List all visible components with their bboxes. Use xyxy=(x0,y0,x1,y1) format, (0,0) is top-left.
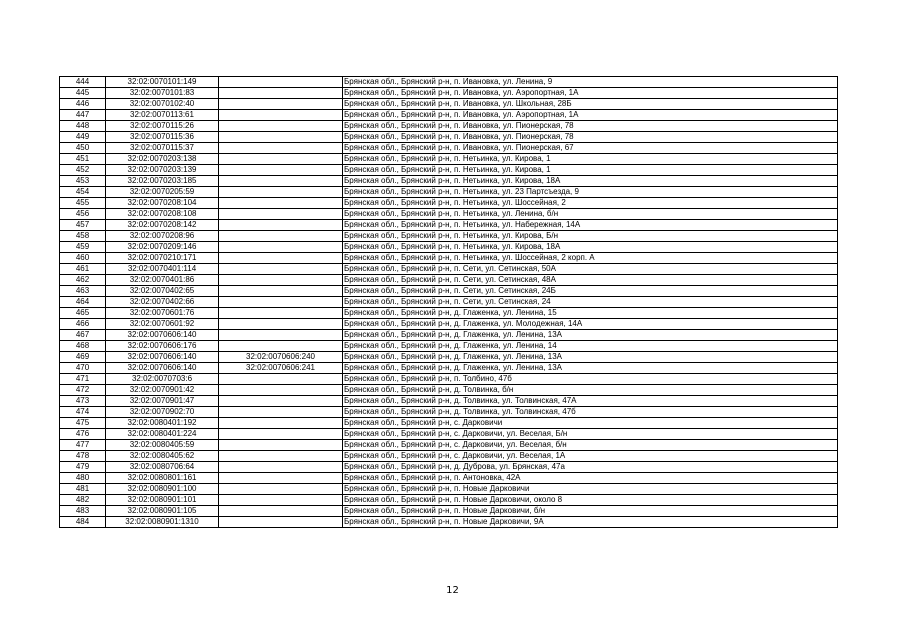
row-number-cell: 460 xyxy=(60,253,106,264)
cadastral-number-cell: 32:02:0070102:40 xyxy=(106,99,219,110)
address-cell: Брянская обл., Брянский р-н, п. Новые Дарковичи xyxy=(343,484,838,495)
secondary-cadastral-number-cell xyxy=(219,484,343,495)
secondary-cadastral-number-cell xyxy=(219,418,343,429)
address-cell: Брянская обл., Брянский р-н, п. Нетьинка, ул. 23 Партсъезда, 9 xyxy=(343,187,838,198)
row-number-cell: 466 xyxy=(60,319,106,330)
row-number-cell: 449 xyxy=(60,132,106,143)
cadastral-number-cell: 32:02:0080405:62 xyxy=(106,451,219,462)
secondary-cadastral-number-cell xyxy=(219,286,343,297)
address-cell: Брянская обл., Брянский р-н, п. Нетьинка, ул. Ленина, б/н xyxy=(343,209,838,220)
table-row xyxy=(60,176,838,187)
secondary-cadastral-number-cell xyxy=(219,462,343,473)
row-number-cell: 483 xyxy=(60,506,106,517)
secondary-cadastral-number-cell xyxy=(219,330,343,341)
table-row xyxy=(60,297,838,308)
row-number-cell: 469 xyxy=(60,352,106,363)
secondary-cadastral-number-cell xyxy=(219,264,343,275)
row-number-cell: 448 xyxy=(60,121,106,132)
cadastral-number-cell: 32:02:0070402:65 xyxy=(106,286,219,297)
cadastral-number-cell: 32:02:0070606:140 xyxy=(106,352,219,363)
row-number-cell: 479 xyxy=(60,462,106,473)
cadastral-number-cell: 32:02:0070209:146 xyxy=(106,242,219,253)
secondary-cadastral-number-cell xyxy=(219,154,343,165)
row-number-cell: 463 xyxy=(60,286,106,297)
address-cell: Брянская обл., Брянский р-н, п. Ивановка, ул. Аэропортная, 1А xyxy=(343,88,838,99)
table-row xyxy=(60,407,838,418)
table-row xyxy=(60,231,838,242)
address-cell: Брянская обл., Брянский р-н, п. Сети, ул. Сетинская, 48А xyxy=(343,275,838,286)
address-cell: Брянская обл., Брянский р-н, д. Дуброва, ул. Брянская, 47а xyxy=(343,462,838,473)
address-cell: Брянская обл., Брянский р-н, п. Нетьинка, ул. Кирова, 18А xyxy=(343,176,838,187)
cadastral-number-cell: 32:02:0070208:104 xyxy=(106,198,219,209)
table-row xyxy=(60,275,838,286)
table-row xyxy=(60,286,838,297)
address-cell: Брянская обл., Брянский р-н, п. Ивановка, ул. Пионерская, 78 xyxy=(343,121,838,132)
secondary-cadastral-number-cell xyxy=(219,242,343,253)
address-cell: Брянская обл., Брянский р-н, п. Нетьинка, ул. Кирова, 1 xyxy=(343,154,838,165)
row-number-cell: 470 xyxy=(60,363,106,374)
table-row xyxy=(60,429,838,440)
row-number-cell: 456 xyxy=(60,209,106,220)
cadastral-number-cell: 32:02:0080901:100 xyxy=(106,484,219,495)
row-number-cell: 457 xyxy=(60,220,106,231)
row-number-cell: 447 xyxy=(60,110,106,121)
table-row xyxy=(60,506,838,517)
table-row xyxy=(60,462,838,473)
cadastral-table xyxy=(59,76,838,528)
address-cell: Брянская обл., Брянский р-н, п. Нетьинка, ул. Кирова, 18А xyxy=(343,242,838,253)
cadastral-number-cell: 32:02:0080901:101 xyxy=(106,495,219,506)
address-cell: Брянская обл., Брянский р-н, п. Новые Дарковичи, 9А xyxy=(343,517,838,528)
address-cell: Брянская обл., Брянский р-н, п. Ивановка, ул. Ленина, 9 xyxy=(343,77,838,88)
cadastral-number-cell: 32:02:0080401:192 xyxy=(106,418,219,429)
row-number-cell: 467 xyxy=(60,330,106,341)
cadastral-number-cell: 32:02:0070601:76 xyxy=(106,308,219,319)
secondary-cadastral-number-cell xyxy=(219,341,343,352)
cadastral-number-cell: 32:02:0070401:114 xyxy=(106,264,219,275)
table-row xyxy=(60,363,838,374)
secondary-cadastral-number-cell xyxy=(219,187,343,198)
address-cell: Брянская обл., Брянский р-н, д. Глаженка, ул. Ленина, 15 xyxy=(343,308,838,319)
address-cell: Брянская обл., Брянский р-н, п. Нетьинка, ул. Кирова, 1 xyxy=(343,165,838,176)
table-row xyxy=(60,319,838,330)
row-number-cell: 444 xyxy=(60,77,106,88)
secondary-cadastral-number-cell xyxy=(219,231,343,242)
table-row xyxy=(60,253,838,264)
cadastral-number-cell: 32:02:0070101:83 xyxy=(106,88,219,99)
cadastral-number-cell: 32:02:0070606:176 xyxy=(106,341,219,352)
secondary-cadastral-number-cell xyxy=(219,297,343,308)
table-row xyxy=(60,88,838,99)
cadastral-number-cell: 32:02:0070601:92 xyxy=(106,319,219,330)
secondary-cadastral-number-cell xyxy=(219,407,343,418)
cadastral-number-cell: 32:02:0070210:171 xyxy=(106,253,219,264)
secondary-cadastral-number-cell xyxy=(219,396,343,407)
secondary-cadastral-number-cell xyxy=(219,253,343,264)
cadastral-number-cell: 32:02:0070203:139 xyxy=(106,165,219,176)
cadastral-number-cell: 32:02:0080401:224 xyxy=(106,429,219,440)
secondary-cadastral-number-cell xyxy=(219,385,343,396)
cadastral-number-cell: 32:02:0070115:37 xyxy=(106,143,219,154)
address-cell: Брянская обл., Брянский р-н, д. Глаженка, ул. Молодежная, 14А xyxy=(343,319,838,330)
page-number: 12 xyxy=(446,585,459,596)
row-number-cell: 474 xyxy=(60,407,106,418)
cadastral-number-cell: 32:02:0070208:96 xyxy=(106,231,219,242)
cadastral-number-cell: 32:02:0070115:36 xyxy=(106,132,219,143)
table-row xyxy=(60,264,838,275)
table-row xyxy=(60,352,838,363)
address-cell: Брянская обл., Брянский р-н, д. Глаженка, ул. Ленина, 13А xyxy=(343,363,838,374)
table-row xyxy=(60,220,838,231)
row-number-cell: 465 xyxy=(60,308,106,319)
row-number-cell: 482 xyxy=(60,495,106,506)
row-number-cell: 473 xyxy=(60,396,106,407)
address-cell: Брянская обл., Брянский р-н, п. Нетьинка, ул. Кирова, Б/н xyxy=(343,231,838,242)
row-number-cell: 455 xyxy=(60,198,106,209)
table-row xyxy=(60,308,838,319)
secondary-cadastral-number-cell xyxy=(219,308,343,319)
row-number-cell: 484 xyxy=(60,517,106,528)
address-cell: Брянская обл., Брянский р-н, п. Новые Дарковичи, б/н xyxy=(343,506,838,517)
address-cell: Брянская обл., Брянский р-н, п. Ивановка, ул. Пионерская, 78 xyxy=(343,132,838,143)
row-number-cell: 450 xyxy=(60,143,106,154)
row-number-cell: 453 xyxy=(60,176,106,187)
row-number-cell: 480 xyxy=(60,473,106,484)
row-number-cell: 478 xyxy=(60,451,106,462)
cadastral-number-cell: 32:02:0080901:105 xyxy=(106,506,219,517)
address-cell: Брянская обл., Брянский р-н, д. Глаженка, ул. Ленина, 13А xyxy=(343,330,838,341)
cadastral-number-cell: 32:02:0070205:59 xyxy=(106,187,219,198)
table-row xyxy=(60,484,838,495)
row-number-cell: 468 xyxy=(60,341,106,352)
secondary-cadastral-number-cell xyxy=(219,220,343,231)
table-row xyxy=(60,330,838,341)
row-number-cell: 462 xyxy=(60,275,106,286)
row-number-cell: 445 xyxy=(60,88,106,99)
row-number-cell: 459 xyxy=(60,242,106,253)
cadastral-number-cell: 32:02:0070203:138 xyxy=(106,154,219,165)
address-cell: Брянская обл., Брянский р-н, п. Нетьинка, ул. Шоссейная, 2 корп. А xyxy=(343,253,838,264)
address-cell: Брянская обл., Брянский р-н, п. Нетьинка, ул. Шоссейная, 2 xyxy=(343,198,838,209)
secondary-cadastral-number-cell xyxy=(219,319,343,330)
table-row xyxy=(60,132,838,143)
table-row xyxy=(60,77,838,88)
address-cell: Брянская обл., Брянский р-н, п. Сети, ул. Сетинская, 24Б xyxy=(343,286,838,297)
address-cell: Брянская обл., Брянский р-н, д. Толвинка, ул. Толвинская, 47А xyxy=(343,396,838,407)
secondary-cadastral-number-cell xyxy=(219,275,343,286)
secondary-cadastral-number-cell xyxy=(219,198,343,209)
secondary-cadastral-number-cell: 32:02:0070606:240 xyxy=(219,352,343,363)
secondary-cadastral-number-cell xyxy=(219,374,343,385)
secondary-cadastral-number-cell xyxy=(219,517,343,528)
cadastral-number-cell: 32:02:0070703:6 xyxy=(106,374,219,385)
address-cell: Брянская обл., Брянский р-н, с. Дарковичи xyxy=(343,418,838,429)
row-number-cell: 471 xyxy=(60,374,106,385)
table-row xyxy=(60,154,838,165)
row-number-cell: 477 xyxy=(60,440,106,451)
cadastral-number-cell: 32:02:0080801:161 xyxy=(106,473,219,484)
table-row xyxy=(60,495,838,506)
table-row xyxy=(60,451,838,462)
cadastral-number-cell: 32:02:0070208:142 xyxy=(106,220,219,231)
table-row xyxy=(60,440,838,451)
secondary-cadastral-number-cell xyxy=(219,440,343,451)
row-number-cell: 464 xyxy=(60,297,106,308)
address-cell: Брянская обл., Брянский р-н, с. Дарковичи, ул. Веселая, 1А xyxy=(343,451,838,462)
address-cell: Брянская обл., Брянский р-н, п. Ивановка, ул. Школьная, 28Б xyxy=(343,99,838,110)
address-cell: Брянская обл., Брянский р-н, п. Толбино, 47б xyxy=(343,374,838,385)
row-number-cell: 452 xyxy=(60,165,106,176)
row-number-cell: 458 xyxy=(60,231,106,242)
cadastral-number-cell: 32:02:0080706:64 xyxy=(106,462,219,473)
address-cell: Брянская обл., Брянский р-н, д. Толвинка, б/н xyxy=(343,385,838,396)
address-cell: Брянская обл., Брянский р-н, п. Ивановка, ул. Аэропортная, 1А xyxy=(343,110,838,121)
cadastral-number-cell: 32:02:0070113:61 xyxy=(106,110,219,121)
cadastral-number-cell: 32:02:0070606:140 xyxy=(106,363,219,374)
table-row xyxy=(60,99,838,110)
table-row xyxy=(60,341,838,352)
cadastral-number-cell: 32:02:0080901:1310 xyxy=(106,517,219,528)
address-cell: Брянская обл., Брянский р-н, д. Глаженка, ул. Ленина, 13А xyxy=(343,352,838,363)
cadastral-number-cell: 32:02:0070901:42 xyxy=(106,385,219,396)
row-number-cell: 475 xyxy=(60,418,106,429)
secondary-cadastral-number-cell xyxy=(219,88,343,99)
secondary-cadastral-number-cell xyxy=(219,429,343,440)
address-cell: Брянская обл., Брянский р-н, с. Дарковичи, ул. Веселая, Б/н xyxy=(343,429,838,440)
row-number-cell: 461 xyxy=(60,264,106,275)
row-number-cell: 454 xyxy=(60,187,106,198)
row-number-cell: 476 xyxy=(60,429,106,440)
secondary-cadastral-number-cell xyxy=(219,143,343,154)
table-row xyxy=(60,473,838,484)
table-row xyxy=(60,165,838,176)
table-row xyxy=(60,517,838,528)
cadastral-number-cell: 32:02:0070901:47 xyxy=(106,396,219,407)
secondary-cadastral-number-cell xyxy=(219,99,343,110)
secondary-cadastral-number-cell xyxy=(219,495,343,506)
address-cell: Брянская обл., Брянский р-н, п. Ивановка, ул. Пионерская, 67 xyxy=(343,143,838,154)
row-number-cell: 472 xyxy=(60,385,106,396)
table-body xyxy=(60,77,838,528)
table-row xyxy=(60,143,838,154)
cadastral-number-cell: 32:02:0070401:86 xyxy=(106,275,219,286)
secondary-cadastral-number-cell xyxy=(219,132,343,143)
secondary-cadastral-number-cell xyxy=(219,165,343,176)
address-cell: Брянская обл., Брянский р-н, д. Глаженка, ул. Ленина, 14 xyxy=(343,341,838,352)
table-row xyxy=(60,418,838,429)
row-number-cell: 451 xyxy=(60,154,106,165)
table-row xyxy=(60,396,838,407)
address-cell: Брянская обл., Брянский р-н, с. Дарковичи, ул. Веселая, б/н xyxy=(343,440,838,451)
table-row xyxy=(60,374,838,385)
cadastral-number-cell: 32:02:0070402:66 xyxy=(106,297,219,308)
table-row xyxy=(60,187,838,198)
address-cell: Брянская обл., Брянский р-н, п. Нетьинка, ул. Набережная, 14А xyxy=(343,220,838,231)
row-number-cell: 446 xyxy=(60,99,106,110)
address-cell: Брянская обл., Брянский р-н, п. Антоновка, 42А xyxy=(343,473,838,484)
table-row xyxy=(60,198,838,209)
address-cell: Брянская обл., Брянский р-н, п. Сети, ул. Сетинская, 50А xyxy=(343,264,838,275)
cadastral-number-cell: 32:02:0070606:140 xyxy=(106,330,219,341)
row-number-cell: 481 xyxy=(60,484,106,495)
secondary-cadastral-number-cell xyxy=(219,110,343,121)
cadastral-number-cell: 32:02:0070101:149 xyxy=(106,77,219,88)
table-row xyxy=(60,110,838,121)
cadastral-number-cell: 32:02:0070115:26 xyxy=(106,121,219,132)
secondary-cadastral-number-cell xyxy=(219,209,343,220)
table-row xyxy=(60,385,838,396)
secondary-cadastral-number-cell xyxy=(219,121,343,132)
secondary-cadastral-number-cell xyxy=(219,77,343,88)
secondary-cadastral-number-cell xyxy=(219,506,343,517)
secondary-cadastral-number-cell xyxy=(219,451,343,462)
secondary-cadastral-number-cell xyxy=(219,473,343,484)
cadastral-number-cell: 32:02:0080405:59 xyxy=(106,440,219,451)
secondary-cadastral-number-cell: 32:02:0070606:241 xyxy=(219,363,343,374)
secondary-cadastral-number-cell xyxy=(219,176,343,187)
table-row xyxy=(60,121,838,132)
cadastral-number-cell: 32:02:0070203:185 xyxy=(106,176,219,187)
address-cell: Брянская обл., Брянский р-н, п. Новые Дарковичи, около 8 xyxy=(343,495,838,506)
address-cell: Брянская обл., Брянский р-н, п. Сети, ул. Сетинская, 24 xyxy=(343,297,838,308)
address-cell: Брянская обл., Брянский р-н, д. Толвинка, ул. Толвинская, 47б xyxy=(343,407,838,418)
table-row xyxy=(60,209,838,220)
cadastral-number-cell: 32:02:0070208:108 xyxy=(106,209,219,220)
cadastral-number-cell: 32:02:0070902:70 xyxy=(106,407,219,418)
table-row xyxy=(60,242,838,253)
